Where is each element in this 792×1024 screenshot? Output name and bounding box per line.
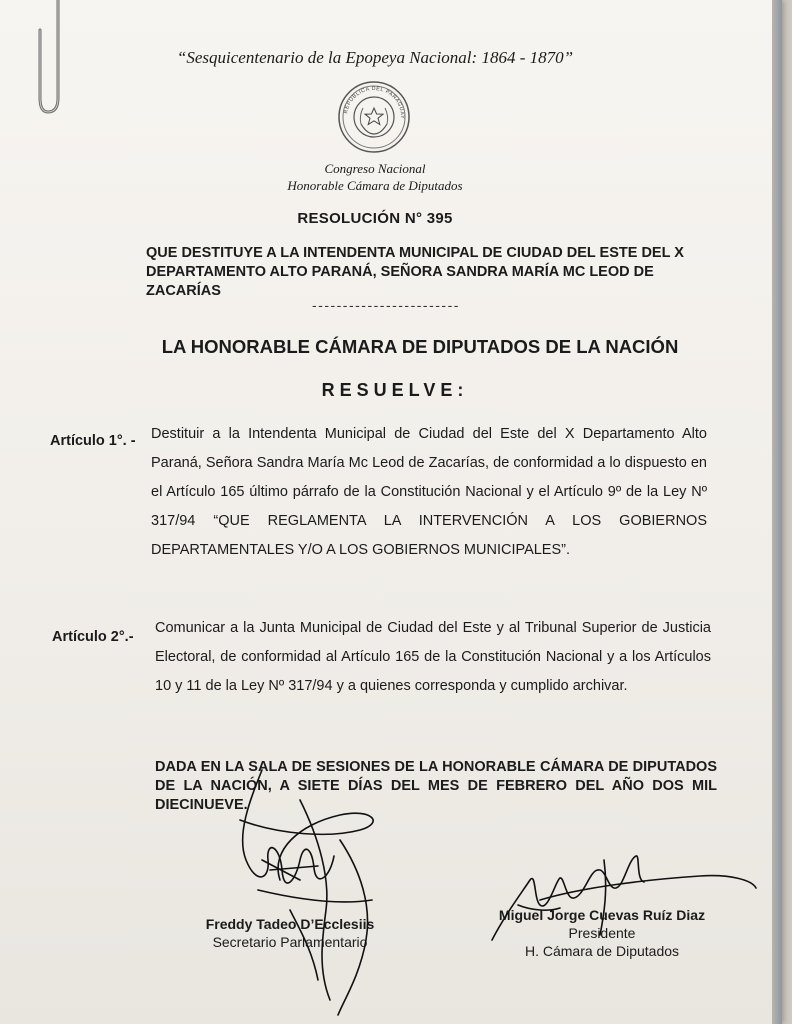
issuer-block [0, 160, 750, 194]
article-1-label: Artículo 1°. - [50, 433, 136, 449]
article-2-text: Comunicar a la Junta Municipal de Ciudad del Este y al Tribunal Superior de Justicia Electoral, de conformidad al Artículo 165 de la Constitución Nacional y a los Artículos 10 y 11 de la Ley Nº 317/94 y a quienes corresponda y cumplido archivar. [155, 620, 711, 694]
motto: “Sesquicentenario de la Epopeya Nacional: 1864 - 1870” [176, 48, 574, 67]
signer-title: Secretario Parlamentario [212, 934, 368, 950]
signer-title: Presidente [568, 925, 636, 941]
closing-statement: DADA EN LA SALA DE SESIONES DE LA HONORABLE CÁMARA DE DIPUTADOS DE LA NACIÓN, A SIETE DÍAS DEL MES DE FEBRERO DEL AÑO DOS MIL DIECINUEVE. [155, 759, 717, 813]
resolution-subject: QUE DESTITUYE A LA INTENDENTA MUNICIPAL DE CIUDAD DEL ESTE DEL X DEPARTAMENTO ALTO PARANÁ, SEÑORA SANDRA MARÍA MC LEOD DE ZACARÍAS [146, 245, 684, 299]
article-2-label: Artículo 2°.- [52, 629, 134, 645]
separator-dashes: ------------------------ [312, 297, 460, 313]
signer-org: H. Cámara de Diputados [524, 943, 680, 959]
signer-name: Freddy Tadeo D’Ecclesiis [205, 916, 375, 932]
signer-name: Miguel Jorge Cuevas Ruíz Diaz [498, 907, 706, 923]
signer-secretary [180, 915, 400, 951]
chamber-name: Honorable Cámara de Diputados [287, 178, 463, 193]
page-edge [772, 0, 782, 1024]
national-seal-icon [337, 80, 411, 154]
resolution-number: RESOLUCIÓN N° 395 [297, 210, 453, 227]
body-title: LA HONORABLE CÁMARA DE DIPUTADOS DE LA NACIÓN [161, 336, 679, 357]
article-1-text: Destituir a la Intendenta Municipal de Ciudad del Este del X Departamento Alto Paraná, Señora Sandra María Mc Leod de Zacarías, de conformidad a lo dispuesto en el Artículo 165 último párrafo de la Constitución Nacional y el Artículo 9º de la Ley Nº 317/94 “QUE REGLAMENTA LA INTERVENCIÓN A LOS GOBIERNOS DEPARTAMENTALES Y/O A LOS GOBIERNOS MUNICIPALES”. [151, 426, 707, 558]
resolves-heading: RESUELVE: [321, 380, 469, 400]
congress-name: Congreso Nacional [324, 161, 426, 176]
svg-text:REPÚBLICA DEL PARAGUAY: REPÚBLICA DEL PARAGUAY [343, 85, 406, 120]
signer-president [472, 906, 732, 960]
